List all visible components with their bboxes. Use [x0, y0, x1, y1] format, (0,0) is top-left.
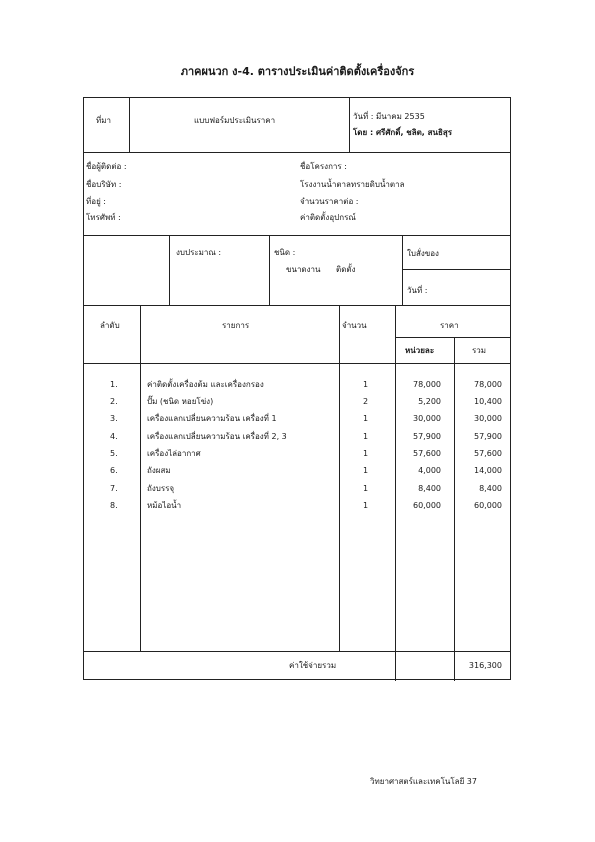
row-unit: 78,000 — [413, 380, 441, 389]
row-unit: 57,600 — [413, 449, 441, 458]
row-qty: 1 — [363, 414, 369, 423]
type-value-2: ติดตั้ง — [336, 265, 356, 274]
row-qty: 1 — [363, 501, 369, 510]
row-qty: 1 — [363, 432, 369, 441]
row-unit: 8,400 — [418, 484, 441, 493]
total-label: ค่าใช้จ่ายรวม — [289, 661, 337, 670]
project-label: ชื่อโครงการ : — [300, 162, 347, 171]
row-total: 8,400 — [479, 484, 502, 493]
col-item: รายการ — [222, 321, 250, 330]
row-unit: 5,200 — [418, 397, 441, 406]
form-name: แบบฟอร์มประเมินราคา — [194, 116, 276, 125]
row-item: เครื่องแลกเปลี่ยนความร้อน เครื่องที่ 1 — [147, 414, 277, 423]
row-item: ค่าติดตั้งเครื่องต้ม และเครื่องกรอง — [147, 380, 264, 389]
col-qty: จำนวน — [342, 321, 367, 330]
from-label: ที่มา — [96, 116, 112, 125]
row-total: 57,600 — [474, 449, 502, 458]
row-no: 8. — [110, 501, 118, 510]
row-qty: 1 — [363, 466, 369, 475]
row-unit: 57,900 — [413, 432, 441, 441]
row-item: เครื่องไล่อากาศ — [147, 449, 201, 458]
author-text: โดย : ศรีศักดิ์, ชลิต, สนธิสุร — [353, 128, 453, 137]
row-no: 4. — [110, 432, 118, 441]
row-qty: 1 — [363, 449, 369, 458]
row-total: 60,000 — [474, 501, 502, 510]
row-item: ปั๊ม (ชนิด หอยโข่ง) — [147, 397, 214, 406]
page-footer: วิทยาศาสตร์และเทคโนโลยี 37 — [370, 777, 477, 786]
row-qty: 1 — [363, 380, 369, 389]
total-value: 316,300 — [468, 661, 502, 670]
type-label: ชนิด : — [274, 248, 296, 257]
row-total: 10,400 — [474, 397, 502, 406]
row-qty: 2 — [363, 397, 369, 406]
row-unit: 4,000 — [418, 466, 441, 475]
row-no: 5. — [110, 449, 118, 458]
row-total: 14,000 — [474, 466, 502, 475]
install-label: ค่าติดตั้งอุปกรณ์ — [300, 213, 356, 222]
row-unit: 30,000 — [413, 414, 441, 423]
row-qty: 1 — [363, 484, 369, 493]
col-no: ลำดับ — [100, 321, 120, 330]
estimate-form — [83, 97, 511, 680]
type-value: ขนาดงาน — [286, 265, 321, 274]
row-total: 57,900 — [474, 432, 502, 441]
date2-label: วันที่ : — [407, 286, 428, 295]
company-label: ชื่อบริษัท : — [86, 180, 122, 189]
phone-label: โทรศัพท์ : — [86, 213, 121, 222]
row-total: 78,000 — [474, 380, 502, 389]
page-title: ภาคผนวก ง-4. ตารางประเมินค่าติดตั้งเครื่องจักร — [180, 65, 415, 78]
row-no: 2. — [110, 397, 118, 406]
row-no: 6. — [110, 466, 118, 475]
row-no: 7. — [110, 484, 118, 493]
col-unit: หน่วยละ — [405, 346, 435, 355]
requester-label: ใบสั่งของ — [407, 249, 439, 258]
quantity-label: จำนวนราคาต่อ : — [300, 197, 359, 206]
row-item: ถังบรรจุ — [147, 484, 175, 493]
row-item: ถังผสม — [147, 466, 171, 475]
col-price: ราคา — [440, 321, 459, 330]
row-no: 1. — [110, 380, 118, 389]
row-unit: 60,000 — [413, 501, 441, 510]
date-text: วันที่ : มีนาคม 2535 — [353, 112, 425, 121]
row-total: 30,000 — [474, 414, 502, 423]
row-item: หม้อไอน้ำ — [147, 501, 182, 510]
col-total: รวม — [472, 346, 487, 355]
estimate-label: งบประมาณ : — [176, 248, 222, 257]
address-label: ที่อยู่ : — [86, 197, 107, 206]
project-value: โรงงานน้ำตาลทรายดิบน้ำตาล — [300, 180, 405, 189]
row-no: 3. — [110, 414, 118, 423]
row-item: เครื่องแลกเปลี่ยนความร้อน เครื่องที่ 2, 3 — [147, 432, 287, 441]
contact-label: ชื่อผู้ติดต่อ : — [86, 162, 127, 171]
